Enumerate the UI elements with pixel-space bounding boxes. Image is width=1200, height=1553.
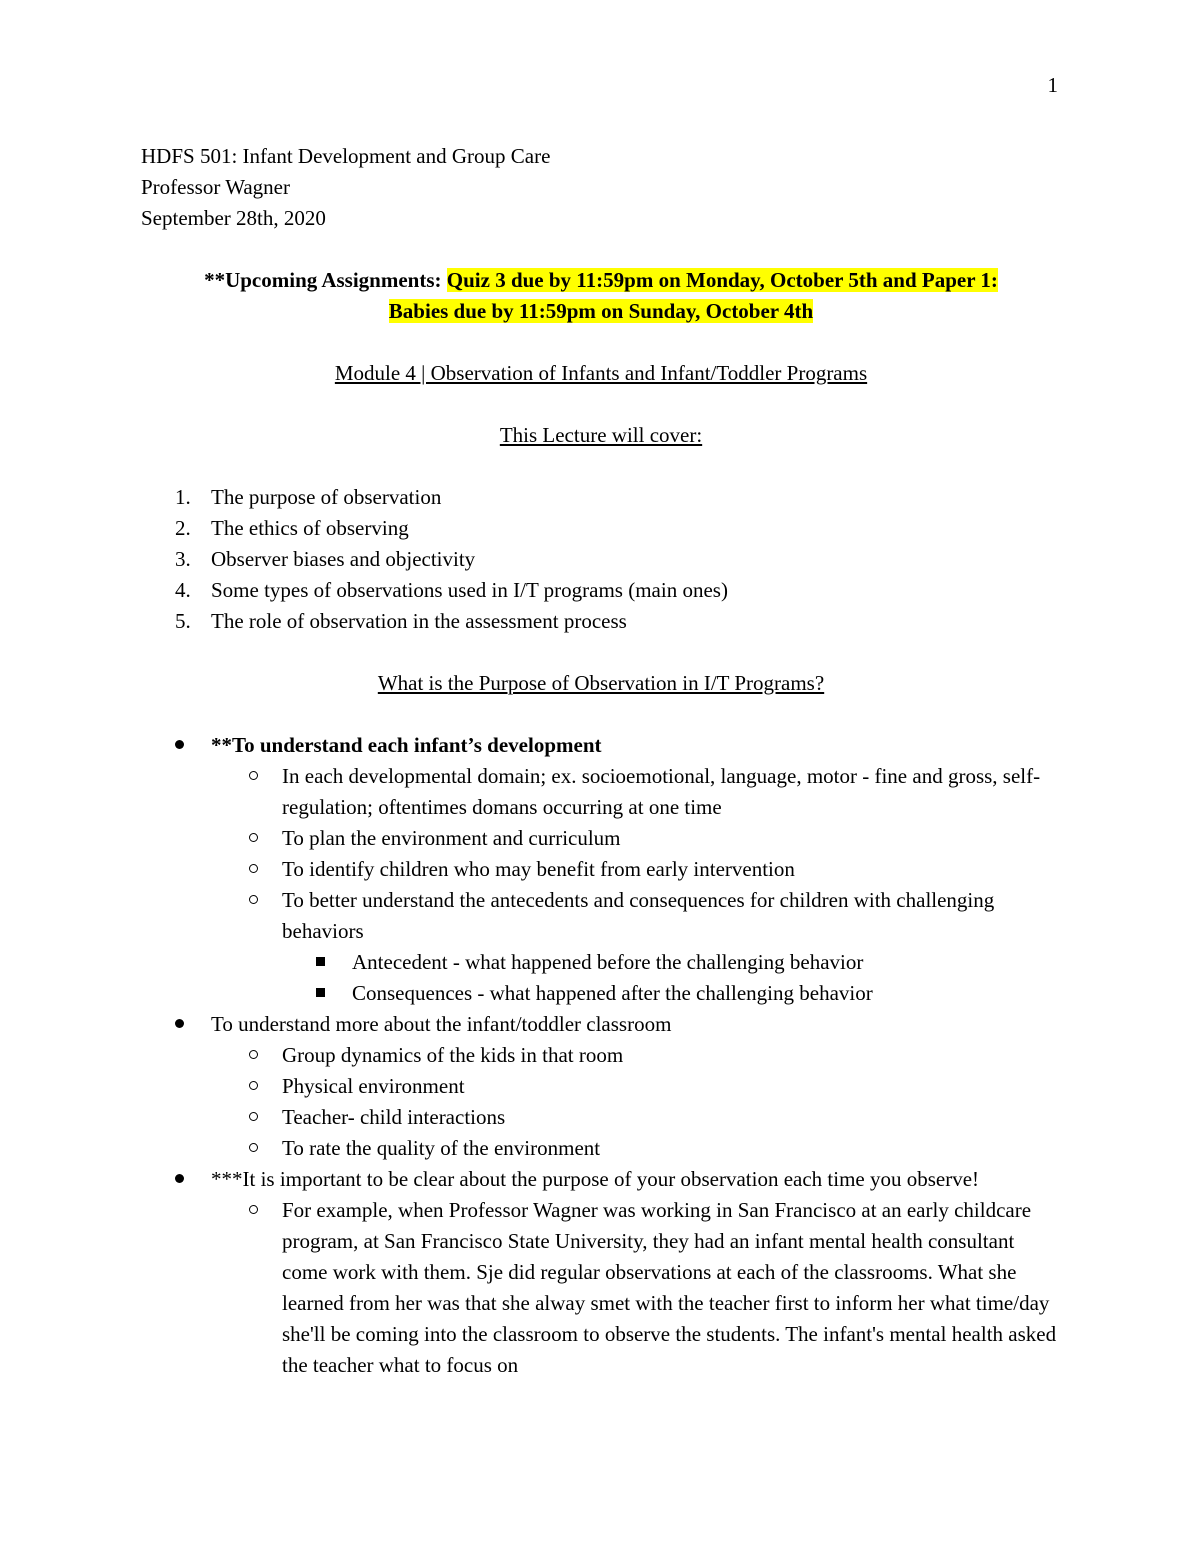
list-item: 1. The purpose of observation — [175, 485, 442, 509]
list-item: 2. The ethics of observing — [175, 516, 409, 540]
list-item: 5. The role of observation in the assessment process — [175, 609, 627, 633]
list-item: To better understand the antecedents and consequences for children with challenging behaviors — [141, 885, 1061, 947]
list-item: Consequences - what happened after the challenging behavior — [141, 978, 1061, 1009]
hollow-bullet-icon — [249, 1102, 258, 1133]
hollow-bullet-icon — [249, 1040, 258, 1071]
cover-title: This Lecture will cover: — [499, 423, 703, 447]
square-bullet-icon — [316, 947, 325, 978]
professor-name: Professor Wagner — [141, 175, 290, 199]
filled-bullet-icon — [175, 730, 184, 761]
list-item: Physical environment — [141, 1071, 1061, 1102]
filled-bullet-icon — [175, 1164, 184, 1195]
hollow-bullet-icon — [249, 885, 258, 916]
assignments-line1: Quiz 3 due by 11:59pm on Monday, October 5th and Paper 1: — [446, 268, 998, 292]
list-item: Antecedent - what happened before the challenging behavior — [141, 947, 1061, 978]
assignments-line2: Babies due by 11:59pm on Sunday, October 4th — [388, 299, 814, 323]
hollow-bullet-icon — [249, 761, 258, 792]
topics-list — [141, 482, 1061, 637]
list-item: Teacher- child interactions — [141, 1102, 1061, 1133]
list-item: To plan the environment and curriculum — [141, 823, 1061, 854]
filled-bullet-icon — [175, 1009, 184, 1040]
hollow-bullet-icon — [249, 1195, 258, 1226]
purpose-subsublist — [141, 947, 1061, 1009]
hollow-bullet-icon — [249, 854, 258, 885]
purpose-title: What is the Purpose of Observation in I/T Programs? — [377, 671, 825, 695]
module-title: Module 4 | Observation of Infants and Infant/Toddler Programs — [334, 361, 868, 385]
list-item: ***It is important to be clear about the purpose of your observation each time you observe! — [141, 1164, 1061, 1195]
list-item: To identify children who may benefit from early intervention — [141, 854, 1061, 885]
hollow-bullet-icon — [249, 1071, 258, 1102]
list-item: For example, when Professor Wagner was working in San Francisco at an early childcare program, at San Francisco State University, they had an infant mental health consultant come work with them. Sje did regular observations at each of the classrooms. What she learned from her was that she alway smet with the teacher first to inform her what time/day she'll be coming into the classroom to observe the students. The infant's mental health asked the teacher what to focus on — [141, 1195, 1061, 1381]
page-number: 1 — [1047, 73, 1058, 97]
list-item: Group dynamics of the kids in that room — [141, 1040, 1061, 1071]
lecture-date: September 28th, 2020 — [141, 206, 326, 230]
hollow-bullet-icon — [249, 1133, 258, 1164]
list-item: To rate the quality of the environment — [141, 1133, 1061, 1164]
list-item: In each developmental domain; ex. socioemotional, language, motor - fine and gross, self-regulation; oftentimes domans occurring at one time — [141, 761, 1061, 823]
document-body — [141, 141, 1061, 1381]
purpose-list — [141, 730, 1061, 761]
upcoming-assignments — [141, 265, 1061, 327]
course-title: HDFS 501: Infant Development and Group Care — [141, 144, 551, 168]
list-item: **To understand each infant’s development — [141, 730, 1061, 761]
hollow-bullet-icon — [249, 823, 258, 854]
purpose-sublist — [141, 761, 1061, 947]
list-item: 3. Observer biases and objectivity — [175, 547, 476, 571]
assignments-label: **Upcoming Assignments: — [204, 268, 442, 292]
square-bullet-icon — [316, 978, 325, 1009]
list-item: To understand more about the infant/toddler classroom — [141, 1009, 1061, 1040]
list-item: 4. Some types of observations used in I/T programs (main ones) — [175, 578, 728, 602]
